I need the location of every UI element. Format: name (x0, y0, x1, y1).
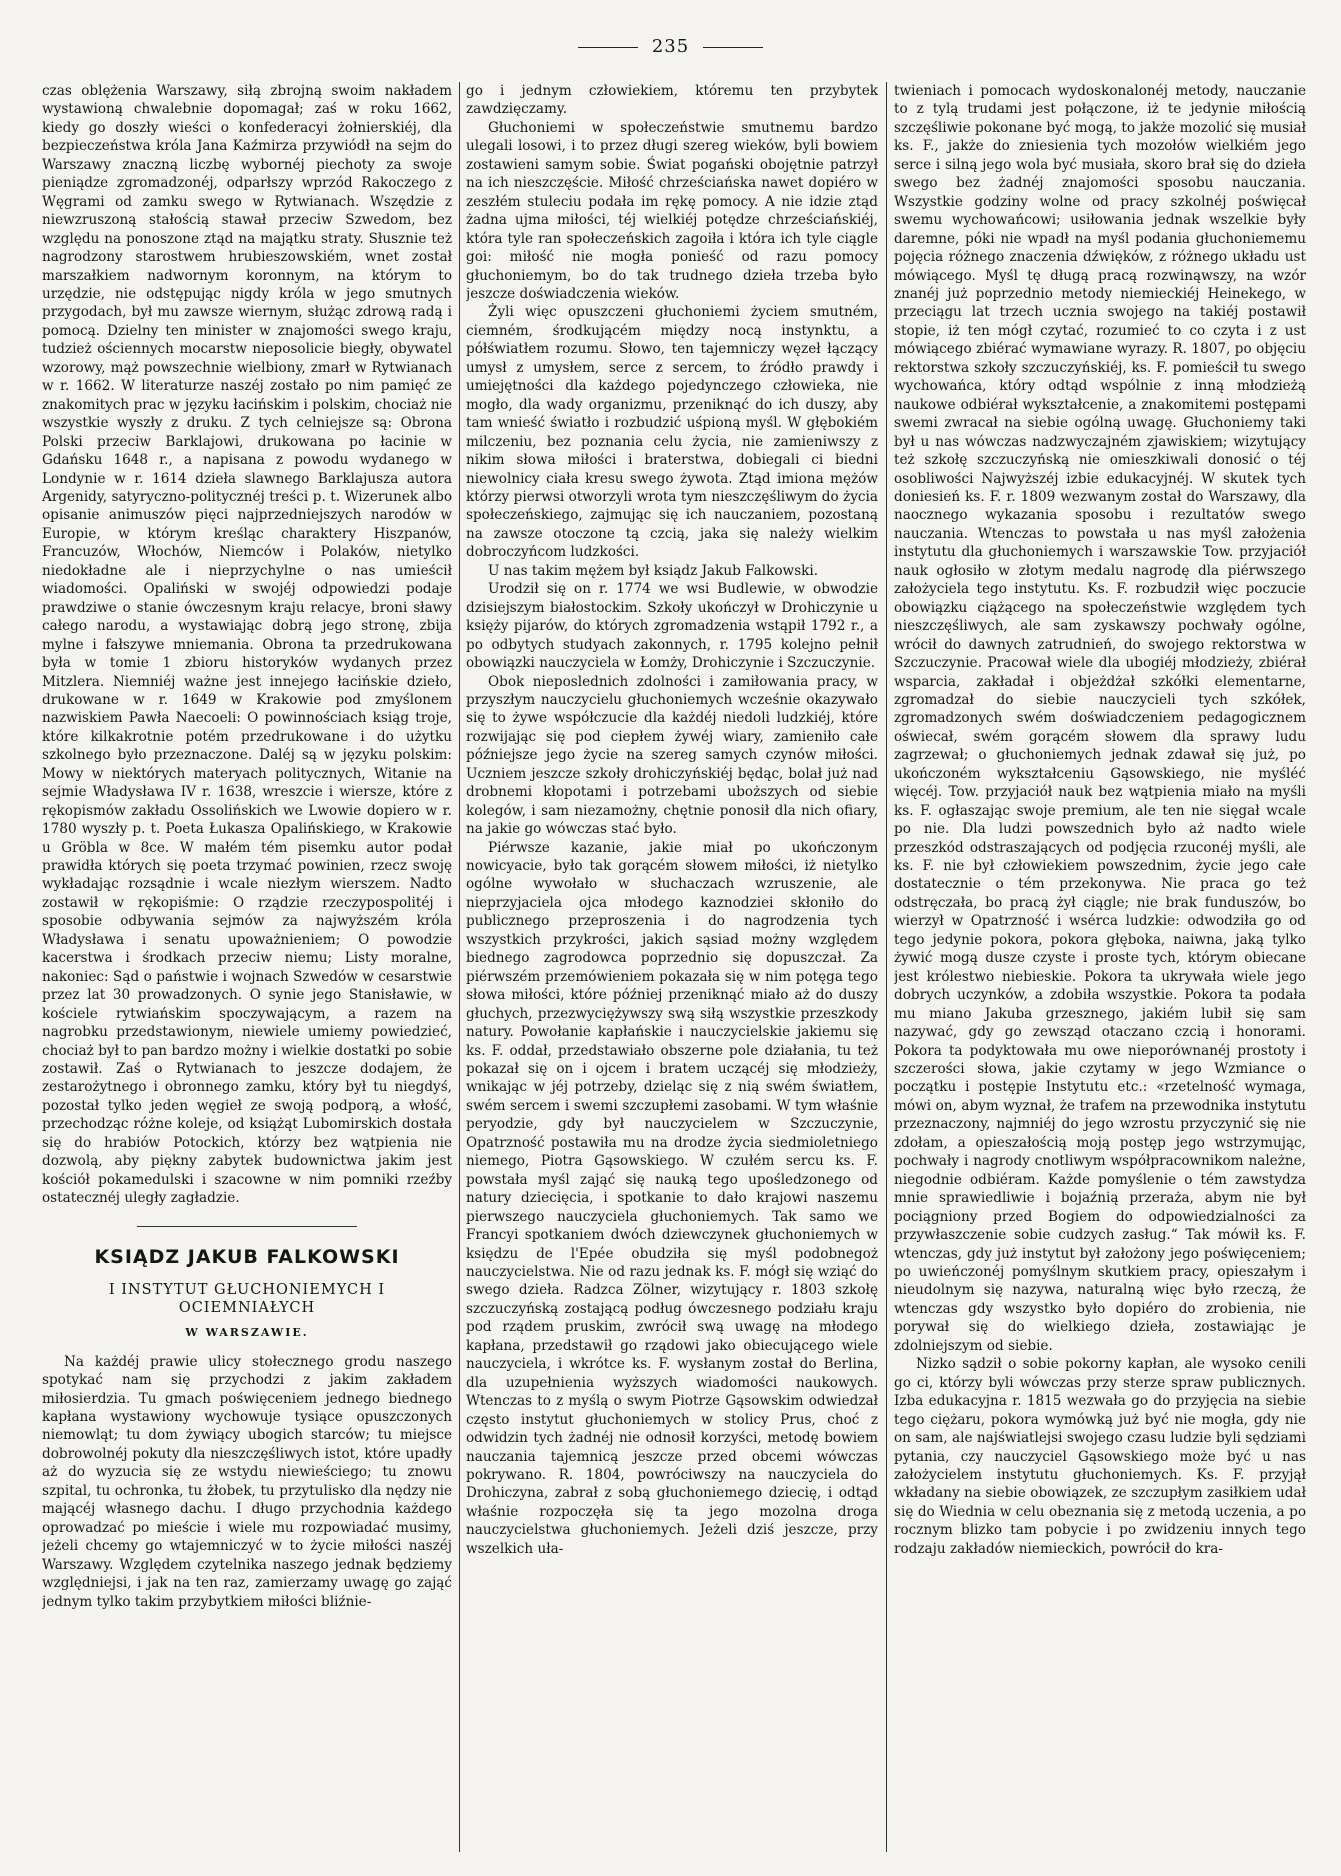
page-number: 235 (651, 36, 690, 57)
paragraph: Na każdéj prawie ulicy stołecznego grodu naszego spotykać nam się przychodzi z jakim zakładem miłosierdzia. Tu gmach poświęceniem jednego biednego kapłana wystawiony wychowuje tysiące opuszczonych niemowląt; tu dom żywiący ubogich starców; tu miejsce dobrowolnéj pokuty dla nieszczęśliwych istot, które upadły aż do wyzucia się ze wstydu niewieściego; tu znowu szpital, tu ochronka, tu żłobek, tu przytulisko dla nędzy nie mającéj własnego dachu. I długo przychodnia każdego oprowadzać po mieście i wiele mu rozpowiadać musimy, jeżeli chcemy go wtajemniczyć w to życie miłości naszéj Warszawy. Względem czytelnika naszego jednak będziemy względniejsi, i jak na ten raz, zamierzamy uwagę go zająć jednym tylko takim przybytkiem miłości bliźnie- (42, 1353, 452, 1610)
paragraph: Obok nieposlednich zdolności i zamiłowania pracy, w przyszłym nauczycielu głuchoniemych wcześnie okazywało się to żywe współczucie dla każdéj niedoli ludzkiéj, które rozwijając się pod ciepłem żywéj wiary, zamieniło całe późniejsze jego życie na szereg samych czynów miłości. Uczniem jeszcze szkoły drohiczyńskiéj będąc, bolał już nad drobnemi kłopotami i potrzebami uboższych od siebie kolegów, i sam niezamożny, chętnie ponosił dla nich ofiary, na jakie go wówczas stać było. (466, 673, 878, 838)
column-2 (466, 82, 878, 1852)
section-separator (137, 1226, 357, 1227)
paragraph: Żyli więc opuszczeni głuchoniemi życiem smutném, ciemném, środkującém między nocą instynktu, a półświatłem rozumu. Słowo, ten tajemniczy węzeł łączący umysł z umysłem, serce z sercem, to źródło prawdy i umiejętności dla każdego pojedynczego człowieka, nie mogło, dla wady organizmu, przeniknąć do ich duszy, aby tam wnieść światło i rozbudzić uśpioną myśl. W głębokiém milczeniu, bez poznania celu życia, nie zamieniwszy z nikim słowa miłości i braterstwa, dobiegali ci biedni niewolnicy ciała kresu swego żywota. Ztąd imiona mężów którzy pierwsi otworzyli wrota tym nieszczęśliwym do życia społeczeńskiego, zajmując się ich nauczaniem, pozostaną na zawsze otoczone tą czcią, jaka się należy wielkim dobroczyńcom ludzkości. (466, 304, 878, 561)
paragraph: Urodził się on r. 1774 we wsi Budlewie, w obwodzie dzisiejszym białostockim. Szkoły ukończył w Drohiczynie u księży pijarów, do których zgromadzenia wstąpił 1792 r., a po odbytych studyach zakonnych, r. 1795 kolejno pełnił obowiązki nauczyciela w Łomży, Drohiczynie i Szczuczynie. (466, 581, 878, 672)
column-divider-1 (459, 82, 460, 1852)
header-rule-right (703, 47, 763, 48)
column-3 (894, 82, 1306, 1852)
column-divider-2 (886, 82, 887, 1852)
header-rule-left (578, 47, 638, 48)
page-header (0, 36, 1341, 66)
article-subtitle: I INSTYTUT GŁUCHONIEMYCH I OCIEMNIAŁYCH (108, 1281, 386, 1316)
paragraph: Piérwsze kazanie, jakie miał po ukończonym nowicyacie, było tak gorącém słowem miłości, iż nietylko ogólne wywołało w słuchaczach wzruszenie, ale nieprzyjaciela ojca młodego kaznodziei skłoniło do publicznego przeproszenia i do nagrodzenia tych wszystkich przykrości, jakich sąsiad możny względem biednego zagrodowca poprzednio się dopuszczał. Za piérwszém przemówieniem pokazała się w nim potęga tego słowa miłości, które później przeniknąć miało aż do duszy głuchych, przezwyciężywszy swą siłą wszystkie przeszkody natury. Powołanie kapłańskie i nauczycielskie jakiemu się ks. F. oddał, przedstawiało obszerne pole działania, tu też pokazał się on i ojcem i bratem uczącéj się młodzieży, wnikając w jéj potrzeby, dzieląc się z nią swém światłem, swém sercem i swemi szczupłemi zasobami. W tym właśnie peryodzie, gdy był nauczycielem w Szczuczynie, Opatrzność postawiła mu na drodze życia siedmioletniego niemego, Piotra Gąsowskiego. W czułém sercu ks. F. powstała myśl zająć się nauką tego upośledzonego od natury dziecięcia, i spotkanie to dało krajowi naszemu pierwszego nauczyciela głuchoniemych. Tak samo we Francyi spotkaniem dwóch dziewczynek głuchoniemych w księdzu de l'Epée obudziła się myśl podobnegoż nauczycielstwa. Nie od razu jednak ks. F. mógł się wziąć do swego dzieła. Radzca Zölner, wizytujący r. 1803 szkołę szczuczyńską zostającą podług ówczesnego podziału kraju pod rządem pruskim, zwrócił swą uwagę na młodego kapłana, przedstawił go rządowi jako obiecującego wiele nauczyciela, i wkrótce ks. F. wysłanym został do Berlina, dla uzupełnienia wyższych wiadomości naukowych. Wtenczas to z myślą o swym Piotrze Gąsowskim odwiedzał często instytut głuchoniemych w stolicy Prus, choć z odwidzin tych żadnéj nie odnosił korzyści, metodę bowiem nauczania tajemnicą jeszcze przed obcemi wówczas pokrywano. R. 1804, powróciwszy na nauczyciela do Drohiczyna, zabrał z sobą głuchoniemego dziecię, i odtąd właśnie rozpoczęła się ta jego mozolna droga nauczycielstwa głuchoniemych. Jeżeli dziś jeszcze, przy wszelkich uła- (466, 839, 878, 1557)
article-title: KSIĄDZ JAKUB FALKOWSKI (94, 1245, 400, 1268)
paragraph: go i jednym człowiekiem, któremu ten przybytek zawdzięczamy. (466, 83, 878, 118)
article-location: W WARSZAWIE. (185, 1325, 309, 1339)
paragraph: czas oblężenia Warszawy, siłą zbrojną swoim nakładem wystawioną chwalebnie dopomagał; zaś w roku 1662, kiedy go doszły wieści o konfederacyi żołnierskiéj, dla bezpieczeństwa króla Jana Kaźmirza przywiódł na sejm do Warszawy znaczną liczbę wybornéj piechoty za swoje pieniądze zgromadzonéj, odparłszy wprzód Rakoczego z Węgrami od zamku swego w Rytwianach. Wszędzie z niewzruszoną stałością stawał przeciw Szwedom, bez względu na ponoszone ztąd na majątku straty. Słusznie też nagrodzony starostwem hrubieszowskiém, wnet został marszałkiem nadwornym koronnym, na którym to urzędzie, nie odstępując nigdy króla w jego smutnych przygodach, był mu zawsze wiernym, służąc zdrową radą i pomocą. Dzielny ten minister w znajomości swego kraju, tudzież ościennych mocarstw nieposolicie biegły, obywatel wzorowy, mąż powszechnie wielbiony, zmarł w Rytwianach w r. 1662. W literaturze naszéj zostało po nim pamięć ze znakomitych prac w języku łacińskim i polskim, chociaż nie wszystkie wyszły z druku. Z tych celniejsze są: Obrona Polski przeciw Barklajowi, drukowana po łacinie w Gdańsku 1648 r., a napisana z powodu wydanego w Londynie w r. 1614 dzieła slawnego Barklajusza autora Argenidy, satyryczno-politycznéj treści p. t. Wizerunek albo opisanie animuszów pięci najprzedniejszych narodów w Europie, w którym kreśląc charaktery Hiszpanów, Francuzów, Włochów, Niemców i Polaków, nietylko niedokładne ale i nieprzychylne o nas umieścił wiadomości. Opaliński w swojéj odpowiedzi podaje prawdziwe o stanie ówczesnym kraju relacye, broni sławy całego narodu, a wystawiając dobrą jego stronę, zbija mylne i fałszywe mniemania. Obrona ta przedrukowana była w tomie 1 zbioru historyków wydanych przez Mitzlera. Niemniéj ważne jest innejego łacińskie dzieło, drukowane w r. 1649 w Krakowie pod zmyślonem nazwiskiem Pawła Naecoeli: O powinnościach ksiąg troje, które kilkakrotnie potém przedrukowane i do użytku szkolnego było przeznaczone. Daléj są w języku polskim: Mowy w niektórych materyach politycznych, Witanie na sejmie Władysława IV r. 1638, wreszcie i wiersze, które z rękopismów zakładu Ossolińskich we Lwowie dopiero w r. 1780 wyszły p. t. Poeta Łukasza Opalińskiego, w Krakowie u Gröbla w 8ce. W małém tém pisemku autor podał prawidła których się poeta trzymać powinien, rzecz swoję wykładając rozsądnie i wcale niezłym wierszem. Nadto zostawił w rękopiśmie: O rządzie rzeczypospolitéj i sposobie odbywania sejmów za najwyższém króla Władysława i senatu upoważnieniem; O powodzie kacerstwa i środkach przeciw niemu; Listy moralne, nakoniec: Sąd o państwie i wojnach Szwedów w cesarstwie przez lat 30 prowadzonych. O synie jego Stanisławie, w kościele rytwiańskim spoczywającym, a razem na nagrobku przedstawionym, niewiele umiemy powiedzieć, chociaż był to pan bardzo możny i wielkie dostatki po sobie zostawił. Zaś o Rytwianach to jeszcze dodajem, że zestarożytnego i obronnego zamku, który był tu niegdyś, pozostał tylko jeden węgieł ze swoją podporą, a włość, przechodząc różne koleje, od książąt Lubomirskich dostała się do hrabiów Potockich, którzy bez wątpienia nie dozwolą, aby piękny zabytek budownictwa jakim jest kościół pokamedulski i szacowne w nim pomniki rzeźby ostatecznéj uległy zagładzie. (42, 83, 452, 1207)
paragraph: Nizko sądził o sobie pokorny kapłan, ale wysoko cenili go ci, którzy byli wówczas przy sterze spraw publicznych. Izba edukacyjna r. 1815 wezwała go do przyjęcia na siebie tego ciężaru, pokora wymówką już być nie mogła, gdy nie on sam, ale najświatlejsi swojego czasu ludzie byli sędziami pytania, czy nauczyciel Gąsowskiego może być u nas założycielem instytutu głuchoniemych. Ks. F. przyjął wkładany na siebie obowiązek, ze szczupłym zasiłkiem udał się do Wiednia w celu obeznania się z metodą uczenia, a po rocznym blizko tam pobycie i po zwidzeniu innych tego rodzaju zakładów niemieckich, powrócił do kra- (894, 1356, 1306, 1557)
paragraph: Głuchoniemi w społeczeństwie smutnemu bardzo ulegali losowi, i to przez długi szereg wieków, byli bowiem zostawieni samym sobie. Świat pogański obojętnie patrzył na ich nieszczęście. Miłość chrześciańska nawet dopiéro w zeszłém stuleciu podała im rękę pomocy. A nie idzie ztąd żadna ujma miłości, téj wielkiéj potędze chrześciańskiéj, która tyle ran społeczeńskich zagoiła i która ich tyle ciągle goi: miłość nie mogła ponieść od razu pomocy głuchoniemym, bo do tak trudnego dzieła trzeba było jeszcze doświadczenia wieków. (466, 119, 878, 302)
paragraph: U nas takim mężem był ksiądz Jakub Falkowski. (488, 562, 819, 579)
paragraph: twieniach i pomocach wydoskonalonéj metody, nauczanie to z tylą trudami jest połączone, iż te jedynie miłością szczęśliwie pokonane być mogą, to jakże mozolić się musiał ks. F., jakże do zniesienia tych mozołów wielkiém jego serce i silną jego wola być musiała, skoro brał się do dzieła swego bez żadnéj znajomości sposobu nauczania. Wszystkie godziny wolne od pracy szkolnéj poświęcał swemu wychowańcowi; usiłowania jednak wszelkie były daremne, póki nie wpadł na myśl podania głuchoniememu pojęcia różnego znaczenia dźwięków, z różnego układu ust mówiącego. Myśl tę długą pracą rozwinąwszy, na wzór znanéj już poprzednio metody niemieckiéj Heinekego, w przeciągu lat trzech ucznia swojego na takiéj postawił stopie, iż ten mógł czytać, rozumieć to co czyta i z ust mówiącego zbiérać wymawiane wyrazy. R. 1807, po objęciu rektorstwa szkoły szczuczyńskiéj, ks. F. pomieścił tu swego wychowańca, który odtąd wspólnie z inną młodzieżą naukowe odbiérał wykształcenie, a znakomitemi postępami swemi zwracał na siebie ogólną uwagę. Głuchoniemy taki był u nas wówczas nadzwyczajném zjawiskiem; wizytujący też szkołę szczuczyńską nie omieszkiwali donosić o téj osobliwości Najwyższéj izbie edukacyjnéj. W skutek tych doniesień ks. F. r. 1809 wezwanym został do Warszawy, dla naocznego wykazania sposobu i rezultatów swego nauczania. Wtenczas to powstała u nas myśl założenia instytutu dla głuchoniemych i warszawskie Tow. przyjaciół nauk ogłosiło w złotym medalu nagrodę dla piérwszego założyciela tego instytutu. Ks. F. rozbudził więc poczucie obowiązku ciążącego na społeczeństwie względem tych nieszczęśliwych, ale sam zyskawszy pochwały ogólne, wrócił do dawnych zatrudnień, do swojego rektorstwa w Szczuczynie. Pracował wiele dla ubogiéj młodzieży, zbiérał wsparcia, zakładał i objeżdżał szkółki elementarne, zgromadzał do siebie nauczycieli tych szkółek, zgromadzonych swém doświadczeniem pedagogicznem oświecał, swém gorącém słowem dla sprawy ludu zagrzewał; o głuchoniemych jednak zdawał się już, po ukończoném wykształceniu Gąsowskiego, nie myśléć więcéj. Tow. przyjaciół nauk bez wątpienia miało na myśli ks. F. ogłaszając swoje premium, ale ten nie sięgał wcale po nie. Dla ludzi powszednich było aż nadto wiele przeszkód odstraszających od podjęcia rzuconéj myśli, ale ks. F. nie był człowiekiem powszednim, życie jego całe dostatecznie o tém przekonywa. Nie praca go też odstręczała, bo pracą żył ciągle; nie brak funduszów, bo wierzył w Opatrzność i wsérca ludzkie: odwodziła go od tego jedynie pokora, pokora głęboka, naiwna, jaką tylko żywić mogą dusze czyste i proste tych, którym obiecane jest królestwo niebieskie. Pokora ta ukrywała wiele jego dobrych uczynków, a zdobiła wszystkie. Pokora ta podała mu miano Jakuba grzesznego, jakiém lubił się sam nazywać, gdy go zewsząd otaczano czcią i honorami. Pokora ta podyktowała mu owe nieporównanéj prostoty i szczerości słowa, jakie czytamy w jego Wzmiance o początku i postępie Instytutu etc.: «rzetelność wymaga, mówi on, abym wyznał, że trafem na przewodnika instytutu przeznaczony, najmniéj do jego wzrostu przyczynić się nie zdołam, a opieszałością moją postęp jego wstrzymując, pochwały i nagrody cnotliwym współpracownikom należne, niegodnie odbiéram. Każde pomyślenie o tém zawstydza mnie sprawiedliwie i bojaźnią przeraża, abym nie był pociągniony przed Bogiem do odpowiedzialności za przywłaszczenie sobie cudzych zasług.“ Tak mówił ks. F. wtenczas, gdy już instytut był założony jego poświęceniem; po uwieńczonéj pomyślnym skutkiem pracy, opieszałym i nieudolnym się nazywa, naturalną więc było rzeczą, że wtenczas gdy wszystko było dopiéro do zrobienia, nie porywał się do wielkiego dzieła, zostawiając je zdolniejszym od siebie. (894, 83, 1306, 1354)
column-1 (42, 82, 452, 1852)
